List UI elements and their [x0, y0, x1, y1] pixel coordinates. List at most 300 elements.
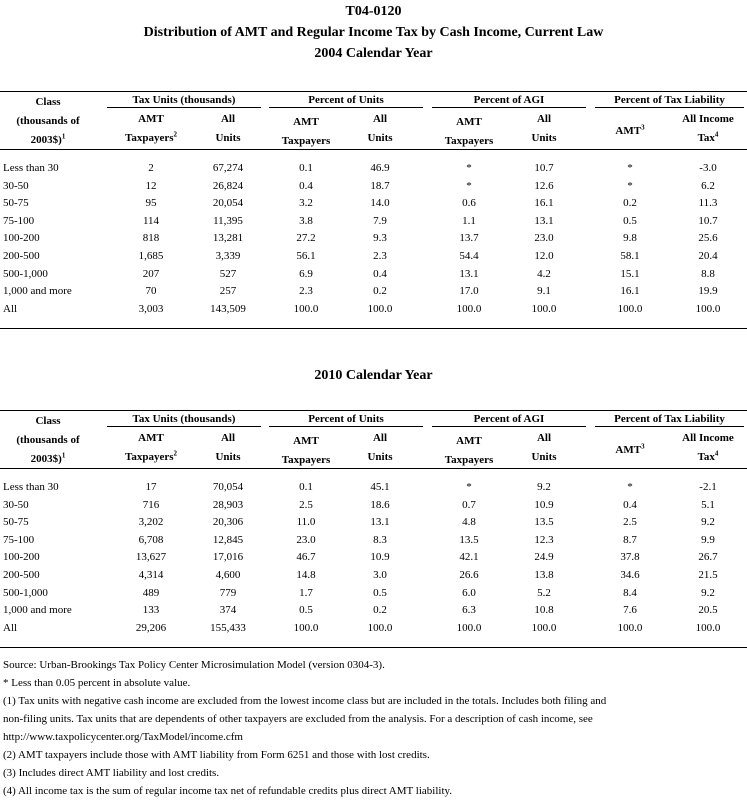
- pct-agi-amt-header: [429, 113, 509, 151]
- cell-all_units: 779: [219, 586, 237, 599]
- cell-tl_all: 100.0: [695, 302, 721, 315]
- table-bottom-rule: [0, 647, 747, 648]
- table-header-rule: [0, 149, 747, 150]
- cell-pu_all: 14.0: [370, 197, 390, 210]
- cell-agi_amt: 0.6: [462, 197, 476, 210]
- cell-tl_amt: *: [627, 481, 633, 493]
- cell-pu_amt: 0.5: [299, 604, 313, 617]
- row-class: 200-500: [3, 250, 40, 262]
- class-header-line3: [3, 131, 93, 150]
- cell-pu_all: 18.6: [370, 498, 390, 511]
- cell-agi_amt: 26.6: [459, 569, 479, 581]
- cell-all_units: 67,274: [212, 162, 244, 174]
- cell-amt_units: 133: [142, 604, 160, 617]
- pct-tax-all-header-line1: [668, 110, 747, 129]
- percent-tax-header-underline: [595, 107, 744, 108]
- cell-tl_amt: 58.1: [620, 250, 640, 262]
- row-class: 75-100: [3, 214, 35, 227]
- cell-tl_all: 9.9: [701, 533, 715, 546]
- cell-tl_amt: 100.0: [617, 302, 643, 315]
- pct-tax-amt-header: [590, 441, 670, 460]
- cell-tl_all: 20.4: [698, 250, 718, 262]
- percent-agi-header-underline: [432, 426, 586, 427]
- pct-units-all-header-text2: Units: [367, 451, 393, 463]
- row-class: Less than 30: [3, 481, 59, 493]
- cell-all_units: 17,016: [212, 551, 244, 564]
- cell-tl_amt: 8.7: [623, 533, 637, 546]
- cell-agi_amt: 100.0: [456, 302, 482, 315]
- table-row: [0, 532, 747, 549]
- tax-units-header-underline: [107, 107, 261, 108]
- pct-tax-amt-header-line1: [590, 122, 670, 141]
- pct-agi-all-header: [504, 110, 584, 148]
- cell-all_units: 4,600: [215, 569, 241, 581]
- cell-agi_all: 10.8: [534, 604, 554, 617]
- table-row: [0, 549, 747, 566]
- cell-tl_all: 8.8: [701, 267, 715, 280]
- table-row: [0, 266, 747, 283]
- cell-agi_all: 100.0: [531, 302, 557, 315]
- table-row: [0, 479, 747, 496]
- cell-amt_units: 4,314: [138, 569, 164, 581]
- pct-tax-all-header-line2: [668, 129, 747, 148]
- cell-agi_all: 12.6: [534, 179, 554, 192]
- pct-tax-amt-header-line1: [590, 441, 670, 460]
- pct-agi-all-header: [504, 429, 584, 467]
- cell-tl_all: -3.0: [699, 162, 717, 174]
- row-class: 50-75: [3, 197, 29, 210]
- pct-agi-all-header-line1: [504, 429, 584, 448]
- percent-tax-header: Percent of Tax Liability: [614, 413, 725, 425]
- pct-units-amt-header-line1: [266, 113, 346, 132]
- table-row: [0, 301, 747, 318]
- row-class: Less than 30: [3, 162, 59, 174]
- percent-agi-header-underline: [432, 107, 586, 108]
- cell-tl_amt: *: [627, 179, 633, 192]
- cell-tl_all: 21.5: [698, 569, 718, 581]
- all-units-header-text2: Units: [215, 451, 241, 463]
- percent-units-header-underline: [269, 426, 423, 427]
- cell-all_units: 374: [219, 604, 237, 617]
- cell-all_units: 143,509: [210, 302, 246, 315]
- amt-taxpayers-units-header-note2: 2: [173, 449, 177, 458]
- cell-amt_units: 6,708: [138, 533, 164, 546]
- cell-amt_units: 489: [142, 586, 160, 599]
- class-header-line2: (thousands of: [16, 434, 80, 446]
- percent-tax-header-underline: [595, 426, 744, 427]
- amt-taxpayers-units-header-text1: AMT: [138, 432, 164, 444]
- table-row: [0, 585, 747, 602]
- pct-units-amt-header-text2: Taxpayers: [281, 135, 331, 147]
- cell-tl_all: 20.5: [698, 604, 718, 617]
- cell-all_units: 20,306: [212, 516, 244, 529]
- year-2010-title: 2010 Calendar Year: [314, 368, 433, 383]
- pct-agi-amt-header-line1: [429, 432, 509, 451]
- all-units-header-line2: [188, 129, 268, 148]
- cell-tl_amt: 0.4: [623, 498, 637, 511]
- cell-amt_units: 70: [145, 285, 157, 298]
- cell-all_units: 11,395: [213, 214, 243, 227]
- cell-pu_all: 0.5: [373, 586, 387, 599]
- pct-agi-all-header-line2: [504, 129, 584, 148]
- pct-units-amt-header: [266, 113, 346, 151]
- note-2: (2) AMT taxpayers include those with AMT liability from Form 6251 and those with lost credits.: [3, 749, 430, 761]
- percent-agi-header: Percent of AGI: [473, 94, 545, 106]
- cell-pu_all: 13.1: [370, 516, 390, 529]
- table-row: [0, 230, 747, 247]
- percent-tax-header: Percent of Tax Liability: [614, 94, 725, 106]
- cell-pu_amt: 27.2: [296, 232, 316, 245]
- cell-agi_amt: 13.1: [459, 267, 479, 280]
- cell-pu_all: 0.2: [373, 285, 387, 298]
- amt-taxpayers-units-header-line1: [111, 110, 191, 129]
- cell-all_units: 70,054: [212, 481, 244, 493]
- class-header-line1: Class: [35, 415, 61, 427]
- amt-taxpayers-units-header-text2: Taxpayers: [125, 451, 174, 463]
- pct-units-amt-header-line1: [266, 432, 346, 451]
- cell-agi_all: 10.9: [534, 498, 554, 511]
- cell-tl_all: 11.3: [698, 197, 718, 210]
- table-header-rule: [0, 468, 747, 469]
- cell-tl_amt: 7.6: [623, 604, 637, 617]
- pct-agi-amt-header-text2: Taxpayers: [444, 454, 494, 466]
- cell-agi_all: 9.2: [537, 481, 551, 493]
- cell-pu_amt: 2.3: [299, 285, 313, 298]
- cell-agi_amt: 42.1: [459, 551, 479, 564]
- cell-amt_units: 1,685: [138, 250, 164, 262]
- pct-tax-amt-header-note1: 3: [641, 123, 645, 132]
- pct-units-all-header: [340, 429, 420, 467]
- cell-agi_amt: *: [466, 179, 472, 192]
- table-row: [0, 567, 747, 584]
- cell-amt_units: 114: [142, 214, 160, 227]
- cell-tl_all: 9.2: [701, 586, 715, 599]
- cell-pu_all: 45.1: [370, 481, 390, 493]
- note-4: (4) All income tax is the sum of regular income tax net of refundable credits plus direct AMT liability.: [3, 785, 453, 797]
- row-class: 75-100: [3, 533, 35, 546]
- cell-tl_amt: 15.1: [620, 267, 640, 280]
- cell-amt_units: 716: [142, 498, 160, 511]
- cell-pu_amt: 100.0: [293, 621, 319, 634]
- cell-pu_amt: 11.0: [296, 516, 316, 529]
- tax-units-header: Tax Units (thousands): [132, 94, 236, 106]
- cell-tl_all: 100.0: [695, 621, 721, 634]
- row-class: All: [3, 302, 18, 315]
- pct-tax-all-header: [668, 429, 747, 467]
- cell-pu_all: 9.3: [373, 232, 387, 245]
- cell-tl_all: 6.2: [701, 179, 715, 192]
- pct-tax-all-header-text2: Tax: [697, 451, 715, 463]
- amt-taxpayers-units-header-text2: Taxpayers: [125, 132, 174, 144]
- pct-tax-all-header-note2: 4: [714, 130, 719, 139]
- note-asterisk: * Less than 0.05 percent in absolute value.: [3, 677, 191, 689]
- pct-units-all-header-line1: [340, 110, 420, 129]
- pct-units-all-header-text2: Units: [367, 132, 393, 144]
- cell-amt_units: 29,206: [135, 621, 167, 634]
- cell-agi_all: 16.1: [534, 197, 554, 210]
- pct-tax-amt-header-note1: 3: [641, 442, 645, 451]
- cell-agi_amt: 1.1: [462, 214, 476, 227]
- cell-amt_units: 207: [142, 267, 160, 280]
- cell-tl_amt: 34.6: [620, 569, 640, 581]
- cell-pu_all: 18.7: [370, 179, 390, 192]
- cell-pu_amt: 1.7: [299, 586, 313, 599]
- class-header-line2: (thousands of: [16, 115, 80, 127]
- cell-agi_all: 100.0: [531, 621, 557, 634]
- note-1-url: http://www.taxpolicycenter.org/TaxModel/income.cfm: [3, 731, 243, 743]
- all-units-header: [188, 429, 268, 467]
- class-header-line1: Class: [35, 96, 61, 108]
- cell-agi_amt: 0.7: [462, 498, 476, 511]
- pct-tax-all-header-note2: 4: [714, 449, 719, 458]
- cell-tl_amt: 0.5: [623, 214, 637, 227]
- all-units-header-line1: [188, 429, 268, 448]
- cell-pu_amt: 100.0: [293, 302, 319, 315]
- note-1-cont: non-filing units. Tax units that are dependents of other taxpayers are excluded from the analysis. For a description of cash income, see: [3, 713, 593, 725]
- cell-agi_all: 24.9: [534, 551, 554, 564]
- pct-tax-all-header-text2: Tax: [697, 132, 715, 144]
- cell-pu_all: 8.3: [373, 533, 387, 546]
- pct-tax-amt-header-text1: AMT: [615, 125, 642, 137]
- cell-all_units: 13,281: [212, 232, 244, 245]
- cell-pu_amt: 46.7: [296, 551, 316, 564]
- cell-all_units: 26,824: [212, 179, 244, 192]
- cell-pu_all: 10.9: [370, 551, 390, 564]
- note-1: (1) Tax units with negative cash income are excluded from the lowest income class but are included in the totals. Includes both filing and: [3, 695, 607, 707]
- pct-agi-amt-header-text1: AMT: [456, 435, 482, 447]
- cell-amt_units: 3,003: [138, 302, 164, 315]
- amt-taxpayers-units-header-line2: [111, 129, 191, 148]
- cell-pu_amt: 14.8: [296, 569, 316, 581]
- row-class: 1,000 and more: [3, 285, 72, 298]
- cell-agi_all: 13.1: [534, 214, 554, 227]
- cell-tl_all: 9.2: [701, 516, 715, 529]
- row-class: 100-200: [3, 551, 40, 564]
- cell-agi_amt: 13.7: [459, 232, 479, 245]
- cell-all_units: 28,903: [212, 498, 244, 511]
- cell-agi_all: 13.5: [534, 516, 554, 529]
- cell-pu_amt: 0.4: [299, 179, 313, 192]
- all-units-header-line2: [188, 448, 268, 467]
- cell-all_units: 12,845: [212, 533, 244, 546]
- cell-agi_amt: *: [466, 162, 472, 174]
- cell-pu_all: 46.9: [370, 162, 390, 174]
- cell-pu_amt: 3.8: [299, 214, 313, 227]
- pct-agi-all-header-text2: Units: [531, 451, 557, 463]
- cell-amt_units: 12: [145, 179, 157, 192]
- pct-units-amt-header: [266, 432, 346, 470]
- cell-pu_amt: 6.9: [299, 267, 313, 280]
- table-row: [0, 497, 747, 514]
- cell-tl_amt: 16.1: [620, 285, 640, 298]
- pct-agi-amt-header-line1: [429, 113, 509, 132]
- table-row: [0, 514, 747, 531]
- cell-tl_amt: 0.2: [623, 197, 637, 210]
- class-header-line3-text: 2003$): [30, 453, 62, 465]
- amt-taxpayers-units-header-text1: AMT: [138, 113, 164, 125]
- pct-tax-all-header-line2: [668, 448, 747, 467]
- cell-tl_all: 19.9: [698, 285, 718, 298]
- table-row: [0, 213, 747, 230]
- pct-units-amt-header-text1: AMT: [293, 435, 319, 447]
- pct-units-amt-header-text1: AMT: [293, 116, 319, 128]
- pct-agi-all-header-text2: Units: [531, 132, 557, 144]
- tax-units-header: Tax Units (thousands): [132, 413, 236, 425]
- cell-tl_amt: 8.4: [623, 586, 637, 599]
- cell-tl_amt: 2.5: [623, 516, 637, 529]
- all-units-header-text1: All: [220, 113, 236, 125]
- cell-agi_all: 23.0: [534, 232, 554, 245]
- cell-tl_all: 10.7: [698, 214, 718, 227]
- row-class: 30-50: [3, 498, 29, 511]
- class-header: [3, 412, 93, 469]
- table-row: [0, 248, 747, 265]
- pct-units-all-header-text1: All: [372, 432, 388, 444]
- cell-tl_all: -2.1: [699, 481, 717, 493]
- all-units-header: [188, 110, 268, 148]
- cell-amt_units: 95: [145, 197, 157, 210]
- pct-agi-amt-header: [429, 432, 509, 470]
- note-3: (3) Includes direct AMT liability and lost credits.: [3, 767, 220, 779]
- cell-all_units: 20,054: [212, 197, 244, 210]
- cell-agi_all: 13.8: [534, 569, 554, 581]
- row-class: 200-500: [3, 569, 40, 581]
- footnotes: [3, 656, 743, 800]
- tax-units-header-underline: [107, 426, 261, 427]
- pct-tax-all-header-line1: [668, 429, 747, 448]
- pct-tax-all-header-text1: All Income: [682, 432, 734, 444]
- cell-agi_amt: 13.5: [459, 533, 479, 546]
- cell-agi_all: 12.0: [534, 250, 554, 262]
- cell-tl_all: 26.7: [698, 551, 718, 564]
- pct-units-all-header-text1: All: [372, 113, 388, 125]
- cell-pu_all: 0.4: [373, 267, 387, 280]
- cell-agi_all: 5.2: [537, 586, 551, 599]
- pct-agi-all-header-text1: All: [536, 432, 552, 444]
- percent-units-header-underline: [269, 107, 423, 108]
- cell-agi_all: 12.3: [534, 533, 554, 546]
- cell-agi_amt: *: [466, 481, 472, 493]
- row-class: All: [3, 621, 18, 634]
- cell-amt_units: 2: [148, 162, 154, 174]
- table-row: [0, 178, 747, 195]
- percent-units-header: Percent of Units: [308, 94, 384, 106]
- year-2004-title: 2004 Calendar Year: [314, 46, 433, 61]
- cell-agi_all: 10.7: [534, 162, 554, 174]
- class-header-note: 1: [61, 451, 66, 460]
- pct-tax-amt-header-text1: AMT: [615, 444, 642, 456]
- row-class: 50-75: [3, 516, 29, 529]
- row-class: 30-50: [3, 179, 29, 192]
- cell-agi_amt: 100.0: [456, 621, 482, 634]
- cell-tl_amt: 100.0: [617, 621, 643, 634]
- class-header: [3, 93, 93, 150]
- cell-agi_amt: 54.4: [459, 250, 479, 262]
- cell-agi_amt: 4.8: [462, 516, 476, 529]
- cell-pu_all: 100.0: [367, 621, 393, 634]
- table-top-rule: [0, 410, 747, 411]
- table-bottom-rule: [0, 328, 747, 329]
- pct-agi-amt-header-text1: AMT: [456, 116, 482, 128]
- all-units-header-line1: [188, 110, 268, 129]
- table-top-rule: [0, 91, 747, 92]
- cell-amt_units: 13,627: [135, 551, 167, 564]
- class-header-line3-text: 2003$): [30, 134, 62, 146]
- pct-tax-all-header-text1: All Income: [682, 113, 734, 125]
- cell-all_units: 257: [219, 285, 237, 298]
- pct-units-all-header-line1: [340, 429, 420, 448]
- page-title: Distribution of AMT and Regular Income Tax by Cash Income, Current Law: [143, 25, 604, 40]
- cell-tl_amt: 37.8: [620, 551, 640, 564]
- row-class: 500-1,000: [3, 267, 48, 280]
- amt-taxpayers-units-header: [111, 429, 191, 467]
- cell-all_units: 527: [219, 267, 237, 280]
- all-units-header-text2: Units: [215, 132, 241, 144]
- cell-pu_all: 100.0: [367, 302, 393, 315]
- cell-pu_all: 2.3: [373, 250, 387, 262]
- amt-taxpayers-units-header-line1: [111, 429, 191, 448]
- pct-agi-all-header-line1: [504, 110, 584, 129]
- all-units-header-text1: All: [220, 432, 236, 444]
- amt-taxpayers-units-header: [111, 110, 191, 148]
- pct-units-all-header-line2: [340, 129, 420, 148]
- table-id: T04-0120: [345, 4, 402, 19]
- cell-pu_amt: 0.1: [299, 162, 313, 174]
- cell-agi_all: 4.2: [537, 267, 551, 280]
- row-class: 1,000 and more: [3, 604, 72, 617]
- cell-tl_amt: *: [627, 162, 633, 174]
- percent-agi-header: Percent of AGI: [473, 413, 545, 425]
- pct-agi-amt-header-text2: Taxpayers: [444, 135, 494, 147]
- cell-amt_units: 3,202: [138, 516, 164, 529]
- cell-agi_amt: 6.0: [462, 586, 476, 599]
- pct-units-all-header: [340, 110, 420, 148]
- amt-taxpayers-units-header-line2: [111, 448, 191, 467]
- cell-amt_units: 818: [142, 232, 160, 245]
- table-row: [0, 195, 747, 212]
- cell-agi_amt: 6.3: [462, 604, 476, 617]
- class-header-line3: [3, 450, 93, 469]
- cell-amt_units: 17: [145, 481, 157, 493]
- cell-pu_all: 3.0: [373, 569, 387, 581]
- pct-tax-all-header: [668, 110, 747, 148]
- cell-all_units: 155,433: [210, 621, 246, 634]
- note-source: Source: Urban-Brookings Tax Policy Center Microsimulation Model (version 0304-3).: [3, 659, 385, 671]
- class-header-note: 1: [61, 132, 66, 141]
- cell-pu_amt: 56.1: [296, 250, 316, 262]
- pct-agi-all-header-line2: [504, 448, 584, 467]
- table-row: [0, 160, 747, 177]
- cell-tl_amt: 9.8: [623, 232, 637, 245]
- cell-agi_amt: 17.0: [459, 285, 479, 298]
- table-row: [0, 620, 747, 637]
- cell-pu_amt: 2.5: [299, 498, 313, 511]
- cell-pu_all: 7.9: [373, 214, 387, 227]
- row-class: 100-200: [3, 232, 40, 245]
- amt-taxpayers-units-header-note2: 2: [173, 130, 177, 139]
- pct-tax-amt-header: [590, 122, 670, 141]
- cell-pu_amt: 23.0: [296, 533, 316, 546]
- cell-pu_amt: 3.2: [299, 197, 313, 210]
- row-class: 500-1,000: [3, 586, 48, 599]
- pct-units-amt-header-text2: Taxpayers: [281, 454, 331, 466]
- cell-pu_all: 0.2: [373, 604, 387, 617]
- cell-tl_all: 5.1: [701, 498, 715, 511]
- table-row: [0, 283, 747, 300]
- cell-all_units: 3,339: [215, 250, 241, 262]
- cell-tl_all: 25.6: [698, 232, 718, 245]
- percent-units-header: Percent of Units: [308, 413, 384, 425]
